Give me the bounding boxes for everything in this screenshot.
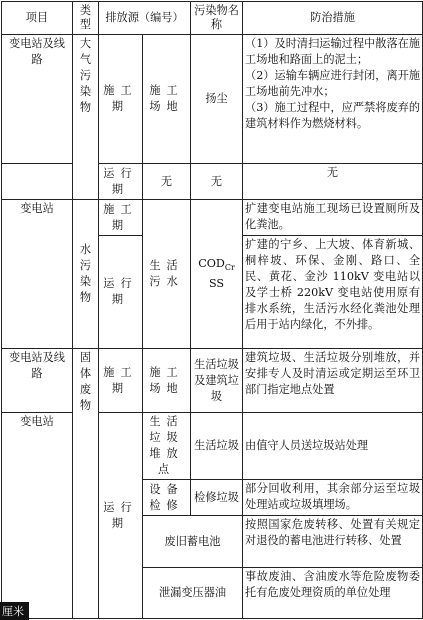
project-cell: 变电站及线路 <box>2 35 73 164</box>
header-row <box>2 2 423 35</box>
table-row <box>2 200 423 236</box>
phase-cell: 运行期 <box>99 413 143 619</box>
header-measures: 防治措施 <box>243 2 423 35</box>
pollution-control-table <box>1 1 423 619</box>
pollutant-cell: 检修垃圾 <box>191 480 243 516</box>
table-row <box>2 413 423 480</box>
source-cell: 生活垃圾堆放点 <box>143 413 191 480</box>
measure-line: （3）施工过程中，应严禁将废弃的建筑材料作为燃烧材料。 <box>245 101 421 130</box>
cod-text: COD <box>198 256 225 270</box>
measure-line: （2）运输车辆应进行封闭，离开施工场地前先冲水； <box>245 69 421 98</box>
project-cell: 变电站 <box>2 413 73 619</box>
measures-cell: 部分回收利用，其余部分运至垃圾处理站或垃圾填埋场。 <box>243 480 423 516</box>
source-cell: 施工场地 <box>143 349 191 413</box>
measures-cell: 由值守人员送垃圾站处理 <box>243 413 423 480</box>
ss-text: SS <box>208 277 225 291</box>
measures-cell <box>243 35 423 164</box>
measures-cell: 建筑垃圾、生活垃圾分别堆放，并安排专人及时清运或定期运至环卫部门指定地点处置 <box>243 349 423 413</box>
header-source: 排放源（编号） <box>99 2 191 35</box>
watermark-label: 厘米 <box>0 602 29 620</box>
pollutant-cell: 扬尘 <box>191 35 243 164</box>
type-cell: 水污染物 <box>73 200 99 349</box>
phase-cell: 运行期 <box>99 164 143 200</box>
header-pollutant: 污染物名称 <box>191 2 243 35</box>
phase-cell: 运行期 <box>99 236 143 349</box>
table-row <box>2 349 423 413</box>
measures-cell: 按照国家危废转移、处置有关规定对退役的蓄电池进行转移、处置 <box>243 516 423 568</box>
pollutant-cell: 无 <box>191 164 243 200</box>
pollutant-cell <box>191 200 243 349</box>
measures-cell: 事故废油、含油废水等危险废物委托有危废处理资质的单位处理 <box>243 568 423 619</box>
measures-cell: 扩建的宁乡、上大坡、体育新城、桐梓坡、环保、金刚、路口、全民、黄花、金沙 110kV 变电站以及学士桥 220kV 变电站使用原有排水系统，生活污水经化粪池处理后用于站内绿化，不外排。 <box>243 236 423 349</box>
project-cell: 变电站及线路 <box>2 349 73 413</box>
source-cell: 泄漏变压器油 <box>143 568 243 619</box>
header-type: 类型 <box>73 2 99 35</box>
phase-cell: 施工期 <box>99 200 143 236</box>
source-cell: 生活污水 <box>143 200 191 349</box>
pollutant-cell: 生活垃圾 <box>191 413 243 480</box>
phase-cell: 施工期 <box>99 349 143 413</box>
source-cell: 施工场地 <box>143 35 191 164</box>
project-cell <box>2 164 73 200</box>
measure-line: （1）及时清扫运输过程中散落在施工场地和路面上的泥土； <box>245 37 421 66</box>
source-cell: 设备检修 <box>143 480 191 516</box>
pollutant-cell: 生活垃圾及建筑垃圾 <box>191 349 243 413</box>
project-cell: 变电站 <box>2 200 73 349</box>
header-project: 项目 <box>2 2 73 35</box>
source-cell: 无 <box>143 164 191 200</box>
type-cell: 大气污染物 <box>73 35 99 200</box>
phase-cell: 施工期 <box>99 35 143 164</box>
table-row <box>2 35 423 164</box>
measures-cell: 无 <box>243 164 423 200</box>
cod-subscript: Cr <box>224 263 235 273</box>
measures-cell: 扩建变电站施工现场已设置厕所及化粪池。 <box>243 200 423 236</box>
type-cell: 固体废物 <box>73 349 99 619</box>
source-cell: 废旧蓄电池 <box>143 516 243 568</box>
table-row <box>2 164 423 200</box>
